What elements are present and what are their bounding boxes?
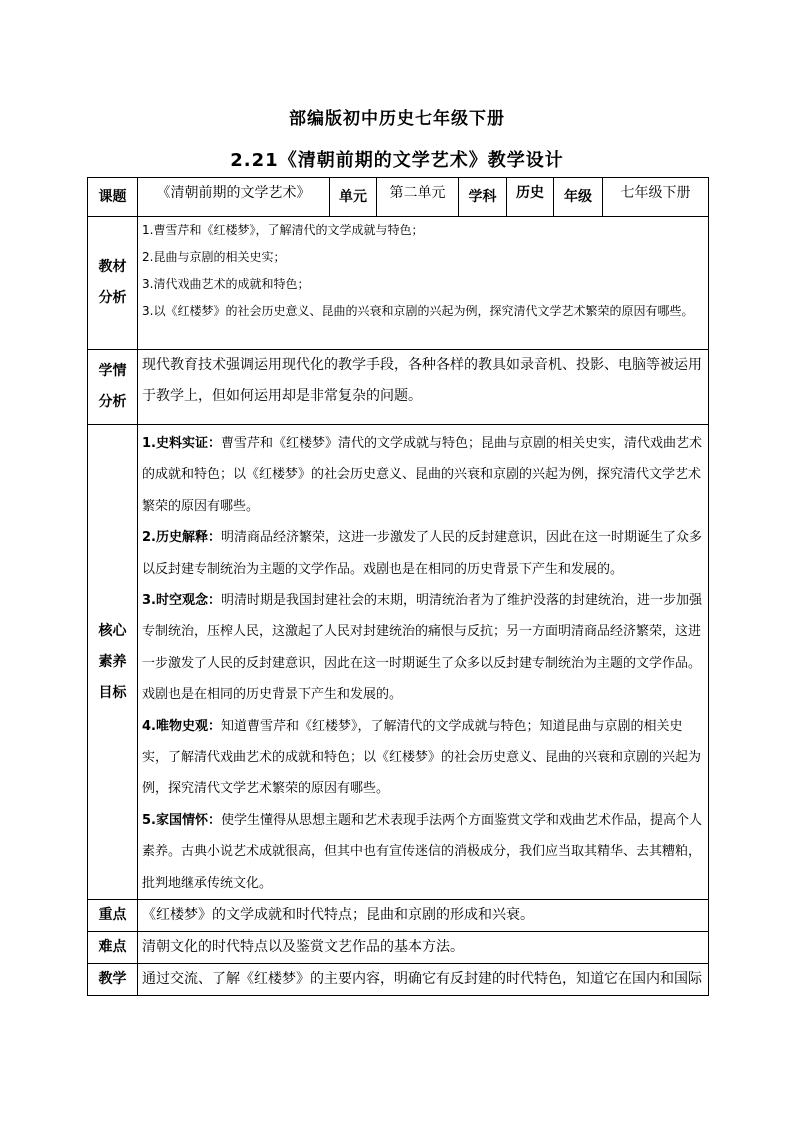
list-item: 3.时空观念：明清时期是我国封建社会的末期，明清统治者为了维护没落的封建统治，进一步加强专制统治，压榨人民，这激起了人民对封建统治的痛恨与反抗；另一方面明清商品经济繁荣，这进一步激发了人民的反封建意识，因此在这一时期诞生了众多以反封建专制统治为主题的文学作品。戏剧也是在相同的历史背景下产生和发展的。 (142, 593, 702, 703)
list-item: 2.历史解释：明清商品经济繁荣，这进一步激发了人民的反封建意识，因此在这一时期诞生了众多以反封建专制统治为主题的文学作品。戏剧也是在相同的历史背景下产生和发展的。 (142, 530, 702, 577)
topic-value: 《清朝前期的文学艺术》 (138, 178, 330, 217)
lesson-design-table (87, 177, 709, 996)
grade-label: 年级 (554, 178, 603, 217)
unit-value: 第二单元 (377, 178, 459, 217)
list-item: 4.唯物史观：知道曹雪芹和《红楼梦》，了解清代的文学成就与特色；知道昆曲与京剧的相关史实，了解清代戏曲艺术的成就和特色；以《红楼梦》的社会历史意义、昆曲的兴衰和京剧的兴起为例，探究清代文学艺术繁荣的原因有哪些。 (142, 718, 702, 797)
key-points-row (88, 900, 709, 932)
core-goals-content (138, 425, 709, 900)
core-goals-row (88, 425, 709, 900)
core-goals-label: 核心 素养 目标 (88, 425, 138, 900)
info-row (88, 178, 709, 217)
difficult-points-row (88, 932, 709, 964)
key-points-label: 重点 (88, 900, 138, 932)
difficult-points-label: 难点 (88, 932, 138, 964)
teaching-label: 教学 (88, 964, 138, 996)
topic-label: 课题 (88, 178, 138, 217)
list-item: 1.曹雪芹和《红楼梦》，了解清代的文学成就与特色； (142, 223, 424, 237)
document-subtitle: 2.21《清朝前期的文学艺术》教学设计 (230, 150, 564, 171)
list-item: 3.以《红楼梦》的社会历史意义、昆曲的兴衰和京剧的兴起为例，探究清代文学艺术繁荣的原因有哪些。 (142, 304, 694, 318)
subject-value: 历史 (507, 178, 554, 217)
document-title: 部编版初中历史七年级下册 (289, 109, 505, 129)
unit-label: 单元 (330, 178, 377, 217)
subject-label: 学科 (459, 178, 507, 217)
grade-value: 七年级下册 (603, 178, 709, 217)
teaching-row (88, 964, 709, 996)
difficult-points-content: 清朝文化的时代特点以及鉴赏文艺作品的基本方法。 (138, 932, 709, 964)
teaching-content: 通过交流、了解《红楼梦》的主要内容，明确它有反封建的时代特色，知道它在国内和国际 (138, 964, 709, 996)
textbook-analysis-label: 教材 分析 (88, 217, 138, 350)
list-item: 3.清代戏曲艺术的成就和特色； (142, 277, 310, 291)
list-item: 1.史料实证：曹雪芹和《红楼梦》清代的文学成就与特色；昆曲与京剧的相关史实，清代戏曲艺术的成就和特色；以《红楼梦》的社会历史意义、昆曲的兴衰和京剧的兴起为例，探究清代文学艺术繁荣的原因有哪些。 (142, 436, 702, 514)
student-analysis-label: 学情 分析 (88, 350, 138, 425)
student-analysis-row (88, 350, 709, 425)
student-analysis-content: 现代教育技术强调运用现代化的教学手段，各种各样的教具如录音机、投影、电脑等被运用于教学上，但如何运用却是非常复杂的问题。 (138, 350, 709, 425)
textbook-analysis-row (88, 217, 709, 350)
textbook-analysis-content (138, 217, 709, 350)
key-points-content: 《红楼梦》的文学成就和时代特点；昆曲和京剧的形成和兴衰。 (138, 900, 709, 932)
list-item: 5.家国情怀：使学生懂得从思想主题和艺术表现手法两个方面鉴赏文学和戏曲艺术作品，提高个人素养。古典小说艺术成就很高，但其中也有宣传迷信的消极成分，我们应当取其精华、去其糟粕，批判地继承传统文化。 (142, 812, 702, 891)
list-item: 2.昆曲与京剧的相关史实； (142, 250, 286, 264)
